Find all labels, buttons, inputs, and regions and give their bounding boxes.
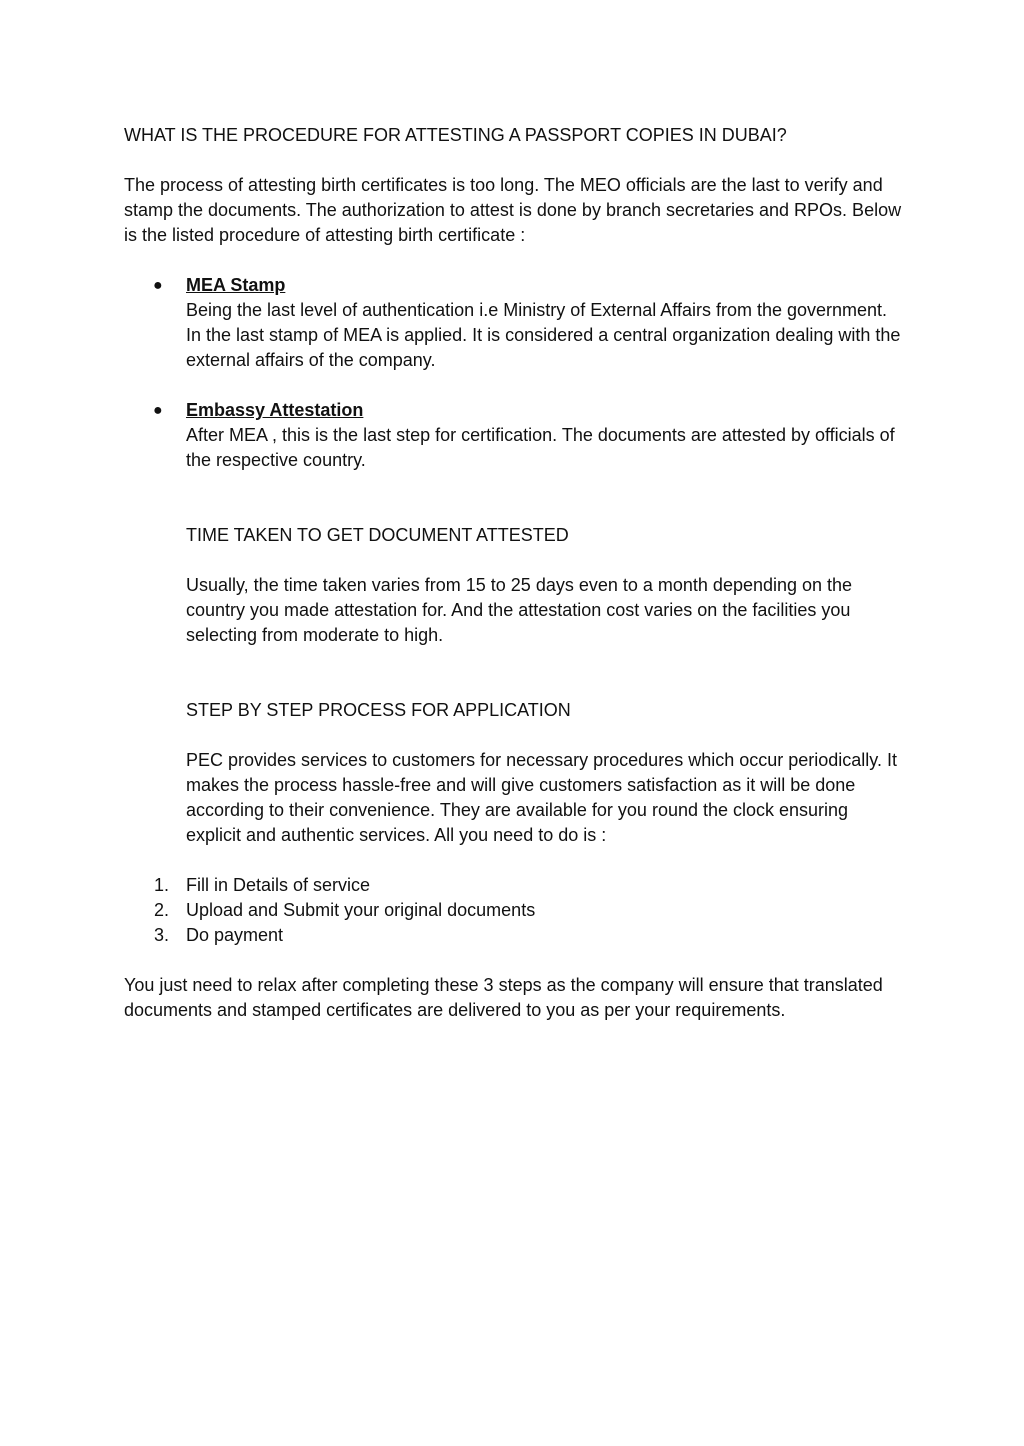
steps-section-text: PEC provides services to customers for necessary procedures which occur periodically. It makes the process hassle-free and will give customers satisfaction as it will be done according to their convenience. They are available for you round the clock ensuring explicit and authentic services. All you need to do is : (186, 750, 897, 845)
time-section (124, 523, 904, 648)
bullet-icon: ● (153, 277, 163, 294)
steps-section (124, 698, 904, 848)
list-item-embassy-attestation (124, 398, 904, 473)
step-text: Upload and Submit your original documents (186, 900, 536, 920)
intro-paragraph: The process of attesting birth certificates is too long. The MEO officials are the last to verify and stamp the documents. The authorization to attest is done by branch secretaries and RPOs. Below is the listed procedure of attesting birth certificate : (124, 175, 902, 245)
list-item (124, 873, 904, 898)
step-number: 2. (154, 900, 170, 920)
time-section-heading: TIME TAKEN TO GET DOCUMENT ATTESTED (186, 525, 569, 545)
document-title: WHAT IS THE PROCEDURE FOR ATTESTING A PASSPORT COPIES IN DUBAI? (124, 125, 787, 145)
application-steps-list (124, 873, 904, 948)
closing-paragraph: You just need to relax after completing these 3 steps as the company will ensure that translated documents and stamped certificates are delivered to you as per your requirements. (124, 975, 883, 1020)
bullet-title: MEA Stamp (186, 275, 286, 295)
step-number: 1. (154, 875, 170, 895)
bullet-icon: ● (153, 402, 163, 419)
spacer (124, 648, 904, 698)
list-item-mea-stamp (124, 273, 904, 373)
spacer (186, 723, 904, 748)
spacer (124, 473, 904, 523)
bullet-title: Embassy Attestation (186, 400, 364, 420)
step-text: Do payment (186, 925, 284, 945)
step-text: Fill in Details of service (186, 875, 371, 895)
step-number: 3. (154, 925, 170, 945)
list-item (124, 898, 904, 923)
time-section-text: Usually, the time taken varies from 15 to 25 days even to a month depending on the country you made attestation for. And the attestation cost varies on the facilities you selecting from moderate to high. (186, 575, 853, 645)
list-item (124, 923, 904, 948)
bullet-text: After MEA , this is the last step for certification. The documents are attested by officials of the respective country. (186, 425, 895, 470)
spacer (186, 548, 904, 573)
steps-section-heading: STEP BY STEP PROCESS FOR APPLICATION (186, 700, 571, 720)
attestation-steps-list (124, 273, 904, 473)
bullet-text: Being the last level of authentication i.e Ministry of External Affairs from the government. In the last stamp of MEA is applied. It is considered a central organization dealing with the external affairs of the company. (186, 300, 901, 370)
